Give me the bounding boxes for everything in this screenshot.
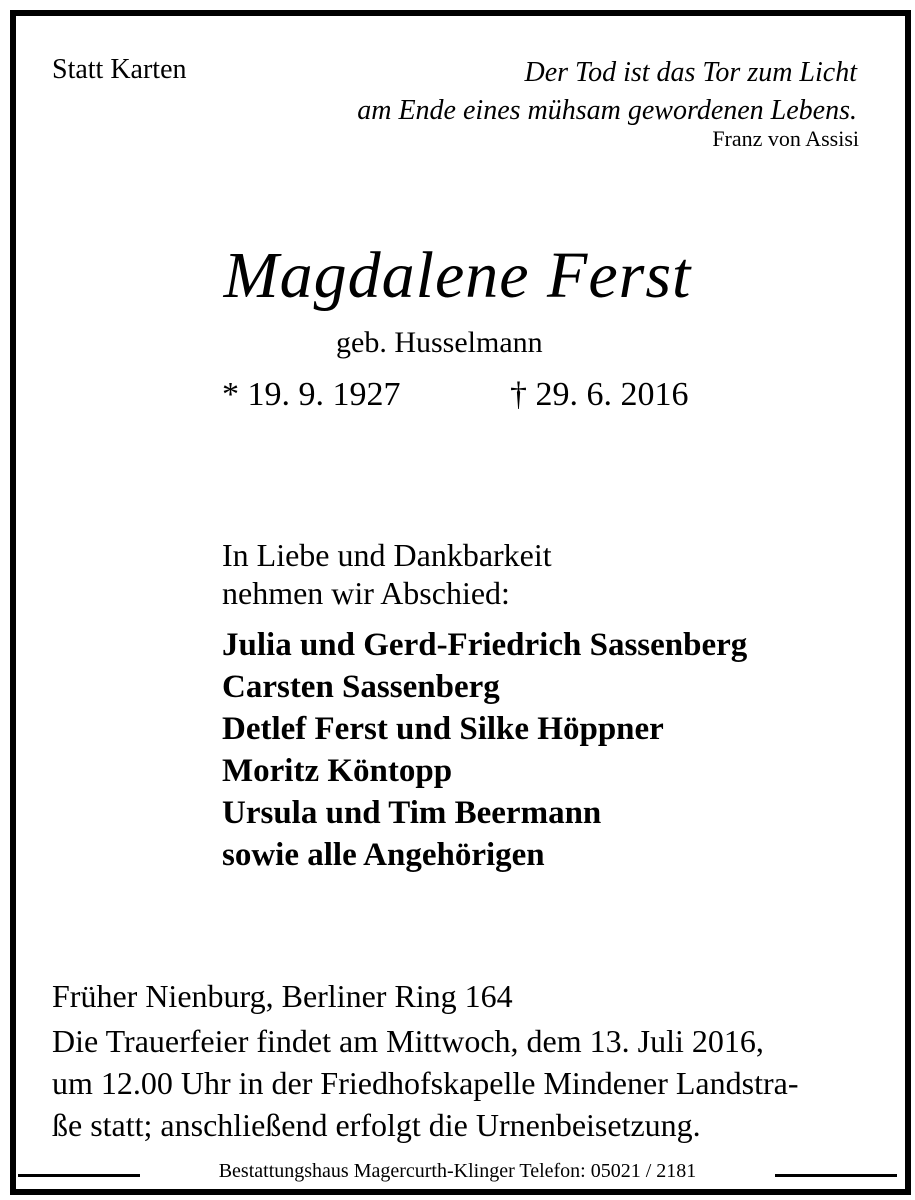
mourners-list — [222, 624, 747, 876]
quote-author: Franz von Assisi — [712, 126, 859, 151]
funeral-home-text: Bestattungshaus Magercurth-Klinger Telefon: 05021 / 2181 — [213, 1160, 703, 1182]
intro-line: In Liebe und Dankbarkeit — [222, 537, 552, 573]
former-address: Früher Nienburg, Berliner Ring 164 — [52, 978, 513, 1014]
mourner-item: Ursula und Tim Beermann — [222, 795, 602, 831]
ceremony-line: ße statt; anschließend erfolgt die Urnenbeisetzung. — [52, 1107, 701, 1143]
quote — [357, 54, 857, 130]
intro-line: nehmen wir Abschied: — [222, 575, 510, 611]
farewell-intro — [222, 536, 552, 612]
birth-date: * 19. 9. 1927 — [222, 376, 401, 413]
funeral-home-footer — [0, 1160, 915, 1183]
mourner-item: Moritz Köntopp — [222, 753, 453, 789]
quote-line: am Ende eines mühsam gewordenen Lebens. — [357, 95, 857, 126]
ceremony-notice — [52, 1020, 872, 1146]
mourner-item: Detlef Ferst und Silke Höppner — [222, 711, 664, 747]
quote-line: Der Tod ist das Tor zum Licht — [524, 57, 857, 88]
ceremony-line: Die Trauerfeier findet am Mittwoch, dem 13. Juli 2016, — [52, 1023, 764, 1059]
death-date: † 29. 6. 2016 — [510, 376, 689, 413]
ceremony-line: um 12.00 Uhr in der Friedhofskapelle Mindener Landstra- — [52, 1065, 799, 1101]
mourner-item: Carsten Sassenberg — [222, 669, 500, 705]
birth-name: geb. Husselmann — [336, 326, 543, 359]
statt-karten-label: Statt Karten — [52, 54, 187, 85]
mourner-item: sowie alle Angehörigen — [222, 837, 545, 873]
mourner-item: Julia und Gerd-Friedrich Sassenberg — [222, 627, 748, 663]
deceased-name: Magdalene Ferst — [223, 239, 692, 312]
